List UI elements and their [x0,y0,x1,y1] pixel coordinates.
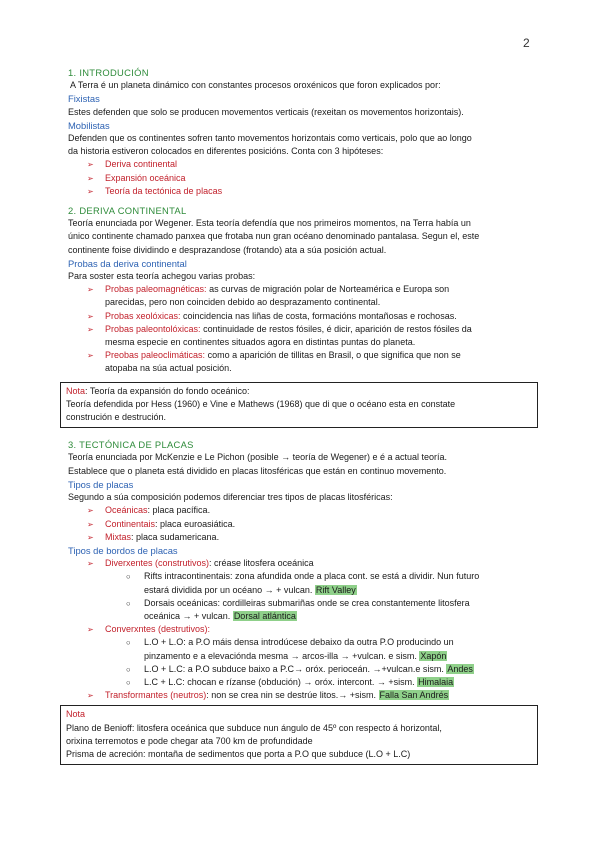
fixistas-heading: Fixistas [68,93,100,105]
arrow-bullet-icon: ➢ [87,324,94,334]
mobilistas-text-2: da historia estiveron colocados en diferentes posicións. Conta con 3 hipóteses: [68,146,384,157]
tipos-placas-intro: Segundo a súa composición podemos diferenciar tres tipos de placas litosféricas: [68,492,393,503]
list-item: ➢ Continentais: placa euroasiática. [68,518,530,531]
arrow-bullet-icon: ➢ [87,173,94,183]
sub-list-item-continued: estará dividida por un océano → + vulcan. Rift Valley [144,584,356,595]
list-item: ➢ Deriva continental [68,158,530,171]
list-item: ➢ Expansión oceánica [68,172,530,185]
arrow-bullet-icon: ➢ [87,506,94,516]
arrow-bullet-icon: ➢ [87,160,94,170]
sub-list-item: ○ L.C + L.C: chocan e rízanse (obdución) → oróx. intercont. → +sism. Himalaia [68,676,530,689]
intro-text: A Terra é un planeta dinámico con constantes procesos oroxénicos que foron explicados por: [68,80,441,91]
arrow-bullet-icon: ➢ [87,691,94,701]
list-item: ➢ Probas paleontolóxicas: continuidade de restos fósiles, é dicir, aparición de restos fósiles da [68,323,530,336]
highlight-dorsal-atlantica: Dorsal atlántica [233,610,296,621]
probas-heading: Probas da deriva continental [68,257,187,269]
list-item: ➢ Preobas paleoclimáticas: como a aparición de tillitas en Brasil, o que significa que non se [68,349,530,362]
highlight-xapon: Xapón [420,650,447,661]
highlight-rift-valley: Rift Valley [315,584,356,595]
sub-list-item-continued: pinzamento e a elevaciónda mesma → arcos-illa → +vulcan. e sism. Xapón [144,650,447,661]
list-item: ➢ Transformantes (neutros): non se crea nin se destrúe litos.→ +sism. Falla San Andrés [68,689,530,702]
arrow-bullet-icon: ➢ [87,519,94,529]
list-item: ➢ Converxntes (destrutivos): [68,623,530,636]
section-title-tectonica: 3. TECTÓNICA DE PLACAS [68,439,194,451]
list-item-continued: mesma especie en continentes situados agora en distintas puntas do planeta. [105,337,416,348]
deriva-text-2: único continente chamado panxea que frotaba nun gran océano denominado pantalasa. Segun el, este [68,231,480,242]
arrow-bullet-icon: ➢ [87,351,94,361]
section-title-introducion: 1. INTRODUCIÓN [68,67,149,78]
sub-list-item: ○ L.O + L.C: a P.O subduce baixo a P.C→ oróx. perioceán. →+vulcan.e sism. Andes [68,663,530,676]
document-body [68,66,530,765]
arrow-bullet-icon: ➢ [87,559,94,569]
nota-label: Nota [66,385,86,396]
arrow-bullet-icon: ➢ [87,311,94,321]
arrow-bullet-icon: ➢ [87,532,94,542]
list-item: ➢ Mixtas: placa sudamericana. [68,531,530,544]
arrow-bullet-icon: ➢ [87,625,94,635]
list-item: ➢ Diverxentes (construtivos): créase litosfera oceánica [68,557,530,570]
arrow-bullet-icon: ➢ [87,186,94,196]
circle-bullet-icon: ○ [126,677,131,687]
section-title-deriva: 2. DERIVA CONTINENTAL [68,205,187,217]
sub-list-item: ○ Rifts intracontinentais: zona afundida onde a placa cont. se está a dividir. Nun futuro [68,570,530,583]
tectonica-text-2: Establece que o planeta está dividido en placas litosféricas que están en continuo movemento. [68,465,447,476]
deriva-text-3: continente foise dividindo e desprazandose (frotando) ata a súa posición actual. [68,244,387,255]
tectonica-text-1: Teoría enunciada por McKenzie e Le Pichon (posible → teoría de Wegener) e é a actual teoría. [68,452,448,463]
nota-box-benioff: Nota Plano de Benioff: litosfera oceánica que subduce nun ángulo de 45º con respecto á horizontal, orixina terremotos e pode chegar ata 700 km de profundidade Prisma de acreción: montaña de sedimentos que porta a P.O que subduce (L.O + L.C) [60,705,538,765]
page-number: 2 [523,36,530,50]
mobilistas-heading: Mobilistas [68,119,110,131]
sub-list-item: ○ Dorsais oceánicas: cordilleiras submariñas onde se crea constantemente litosfera [68,597,530,610]
deriva-text-1: Teoría enunciada por Wegener. Esta teoría defendía que nos primeiros momentos, na Terra había un [68,218,471,229]
mobilistas-text-1: Defenden que os continentes sofren tanto movementos horizontais como verticais, polo que ao longo [68,133,472,144]
probas-intro: Para soster esta teoría achegou varias probas: [68,271,256,282]
list-item: ➢ Teoría da tectónica de placas [68,185,530,198]
list-item-continued: atopaba na súa actual posición. [105,363,232,374]
highlight-himalaia: Himalaia [418,676,454,687]
highlight-andes: Andes [447,663,473,674]
circle-bullet-icon: ○ [126,572,131,582]
arrow-bullet-icon: ➢ [87,285,94,295]
sub-list-item-continued: oceánica → + vulcan. Dorsal atlántica [144,610,296,621]
tipos-bordos-heading: Tipos de bordos de placas [68,544,178,556]
sub-list-item: ○ L.O + L.O: a P.O máis densa introdúcese debaixo da outra P.O producindo un [68,636,530,649]
circle-bullet-icon: ○ [126,638,131,648]
nota-box-expansion: Nota: Teoría da expansión do fondo oceánico: Teoría defendida por Hess (1960) e Vine e Mathews (1968) que di que o océano esta en constate construción e destrución. [60,382,538,429]
highlight-falla-san-andres: Falla San Andrés [379,690,449,701]
circle-bullet-icon: ○ [126,664,131,674]
circle-bullet-icon: ○ [126,598,131,608]
list-item: ➢ Probas paleomagnéticas: as curvas de migración polar de Norteamérica e Europa son [68,283,530,296]
tipos-placas-heading: Tipos de placas [68,478,134,490]
list-item-continued: parecidas, pero non coinciden debido ao desprazamento continental. [105,297,381,308]
fixistas-text: Estes defenden que solo se producen movementos verticais (rexeitan os movementos horizontais). [68,106,464,117]
list-item: ➢ Oceánicas: placa pacífica. [68,504,530,517]
nota-label: Nota [66,709,86,720]
list-item: ➢ Probas xeolóxicas: coincidencia nas liñas de costa, formacións montañosas e rochosas. [68,310,530,323]
